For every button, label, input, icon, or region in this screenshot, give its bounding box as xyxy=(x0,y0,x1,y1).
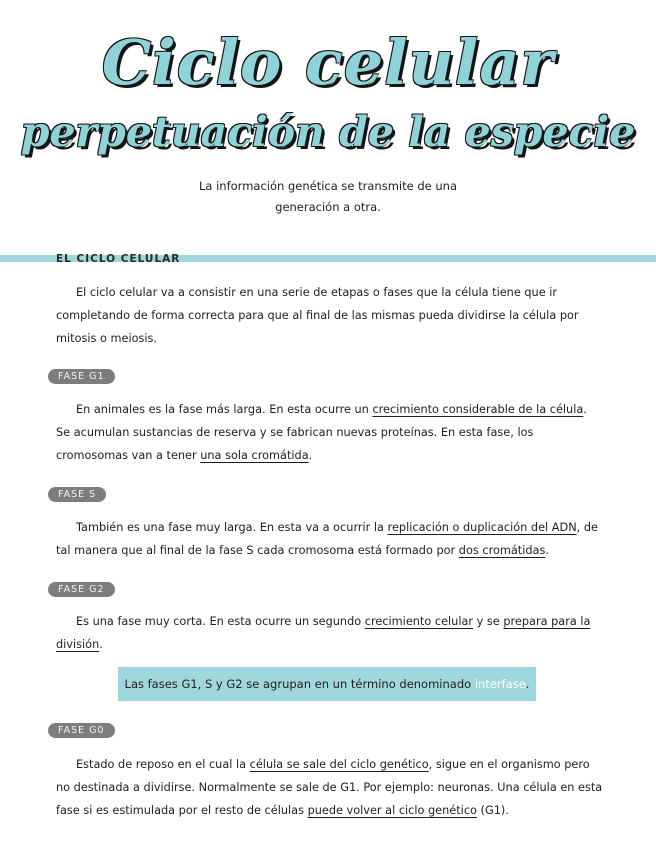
phase-label-g2: FASE G2 xyxy=(48,582,115,597)
underlined-text: puede volver al ciclo genético xyxy=(307,804,477,817)
underlined-text: dos cromátidas xyxy=(458,544,546,557)
text-run: . xyxy=(308,449,313,462)
text-run: Estado de reposo en el cual la xyxy=(76,758,250,771)
underlined-text: crecimiento considerable de la célula xyxy=(372,403,584,416)
text-run: También es una fase muy larga. En esta va a ocurrir la xyxy=(76,521,388,534)
phase-paragraph-s xyxy=(56,516,604,562)
callout-highlight: interfase xyxy=(474,677,526,691)
phase-paragraph-g0 xyxy=(56,753,604,822)
text-run: (G1). xyxy=(476,804,509,817)
underlined-text: célula se sale del ciclo genético xyxy=(249,758,429,771)
phase-paragraph-g2 xyxy=(56,610,604,656)
callout-text: Las fases G1, S y G2 se agrupan en un término denominado xyxy=(124,677,475,691)
underlined-text: crecimiento celular xyxy=(364,615,474,628)
text-run: , sigue en el organismo pero no destinada a dividirse. Normalmente se sale de G1. Por ejemplo: neuronas. Una célula en esta fase si es estimulada por el resto de células xyxy=(56,758,603,817)
intro-text xyxy=(0,176,656,218)
text-run: . xyxy=(99,638,103,651)
text-run: . xyxy=(545,544,549,557)
underlined-text: replicación o duplicación del ADN xyxy=(387,521,577,534)
text-run: Es una fase muy corta. En esta ocurre un segundo xyxy=(76,615,365,628)
intro-line-1: La información genética se transmite de una xyxy=(199,179,457,193)
phase-label-g1: FASE G1 xyxy=(48,369,115,384)
text-run: En animales es la fase más larga. En esta ocurre un xyxy=(76,403,373,416)
section-heading: EL CICLO CELULAR xyxy=(56,253,181,265)
text-run: . Se acumulan sustancias de reserva y se fabrican nuevas proteínas. En esta fase, los cromosomas van a tener xyxy=(56,403,587,462)
section-paragraph: El ciclo celular va a consistir en una serie de etapas o fases que la célula tiene que ir completando de forma correcta para que al final de las mismas pueda dividirse la célula por mitosis o meiosis. xyxy=(56,286,579,345)
phase-label-g0: FASE G0 xyxy=(48,723,115,738)
underlined-text: una sola cromátida xyxy=(200,449,309,462)
page-subtitle-title: perpetuación de la especie xyxy=(20,108,636,156)
page-title: Ciclo celular xyxy=(101,26,555,99)
intro-line-2: generación a otra. xyxy=(275,200,381,214)
text-run: , de tal manera que al final de la fase S cada cromosoma está formado por xyxy=(56,521,598,557)
phase-paragraph-g1 xyxy=(56,398,604,467)
phase-label-s: FASE S xyxy=(48,487,106,502)
text-run: y se xyxy=(473,615,504,628)
underlined-text: prepara para la división xyxy=(56,615,591,651)
callout-end: . xyxy=(525,677,530,691)
interphase-callout xyxy=(118,667,536,701)
